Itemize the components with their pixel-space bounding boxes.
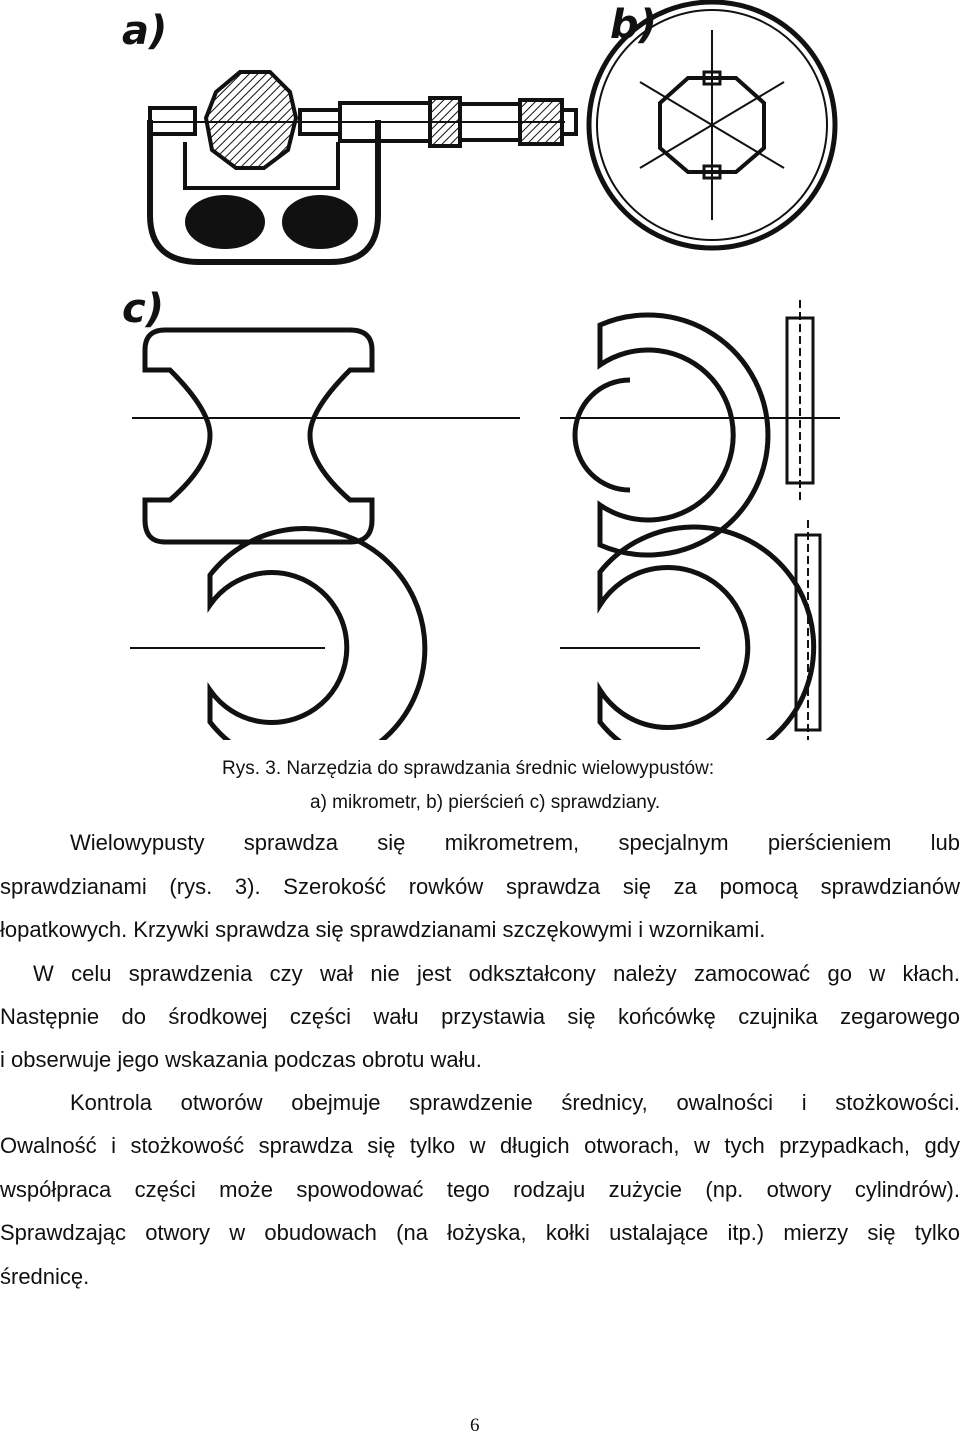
ring-drawing (589, 2, 835, 248)
text-line: łopatkowych. Krzywki sprawdza się sprawdzianami szczękowymi i wzornikami. (0, 917, 766, 942)
label-c: c) (122, 286, 164, 332)
text-line: Kontrola otworów obejmuje sprawdzenie średnicy, owalności i stożkowości. (70, 1090, 960, 1115)
label-a: a) (122, 8, 168, 54)
caption-line-1: Rys. 3. Narzędzia do sprawdzania średnic wielowypustów: (222, 758, 715, 779)
text-line: współpraca części może spowodować tego rodzaju zużycie (np. otwory cylindrów). (0, 1177, 960, 1202)
text-line: Owalność i stożkowość sprawdza się tylko w długich otworach, w tych przypadkach, gdy (0, 1133, 960, 1158)
text-line: średnicę. (0, 1264, 90, 1289)
text-line: Sprawdzając otwory w obudowach (na łożyska, kołki ustalające itp.) mierzy się tylko (0, 1220, 960, 1245)
text-line: i obserwuje jego wskazania podczas obrotu wału. (0, 1047, 482, 1072)
text-line: W celu sprawdzenia czy wał nie jest odkształcony należy zamocować go w kłach. (33, 961, 960, 986)
caption-line-2: a) mikrometr, b) pierścień c) sprawdziany. (310, 792, 661, 813)
text-line: sprawdzianami (rys. 3). Szerokość rowków sprawdza się za pomocą sprawdzianów (0, 874, 960, 899)
gauge-drawings (130, 300, 840, 740)
text-line: Wielowypusty sprawdza się mikrometrem, specjalnym pierścieniem lub (70, 830, 960, 855)
label-b: b) (610, 2, 657, 48)
text-line: Następnie do środkowej części wału przystawia się końcówkę czujnika zegarowego (0, 1004, 960, 1029)
page-number: 6 (470, 1415, 480, 1436)
micrometer-drawing (150, 72, 576, 262)
